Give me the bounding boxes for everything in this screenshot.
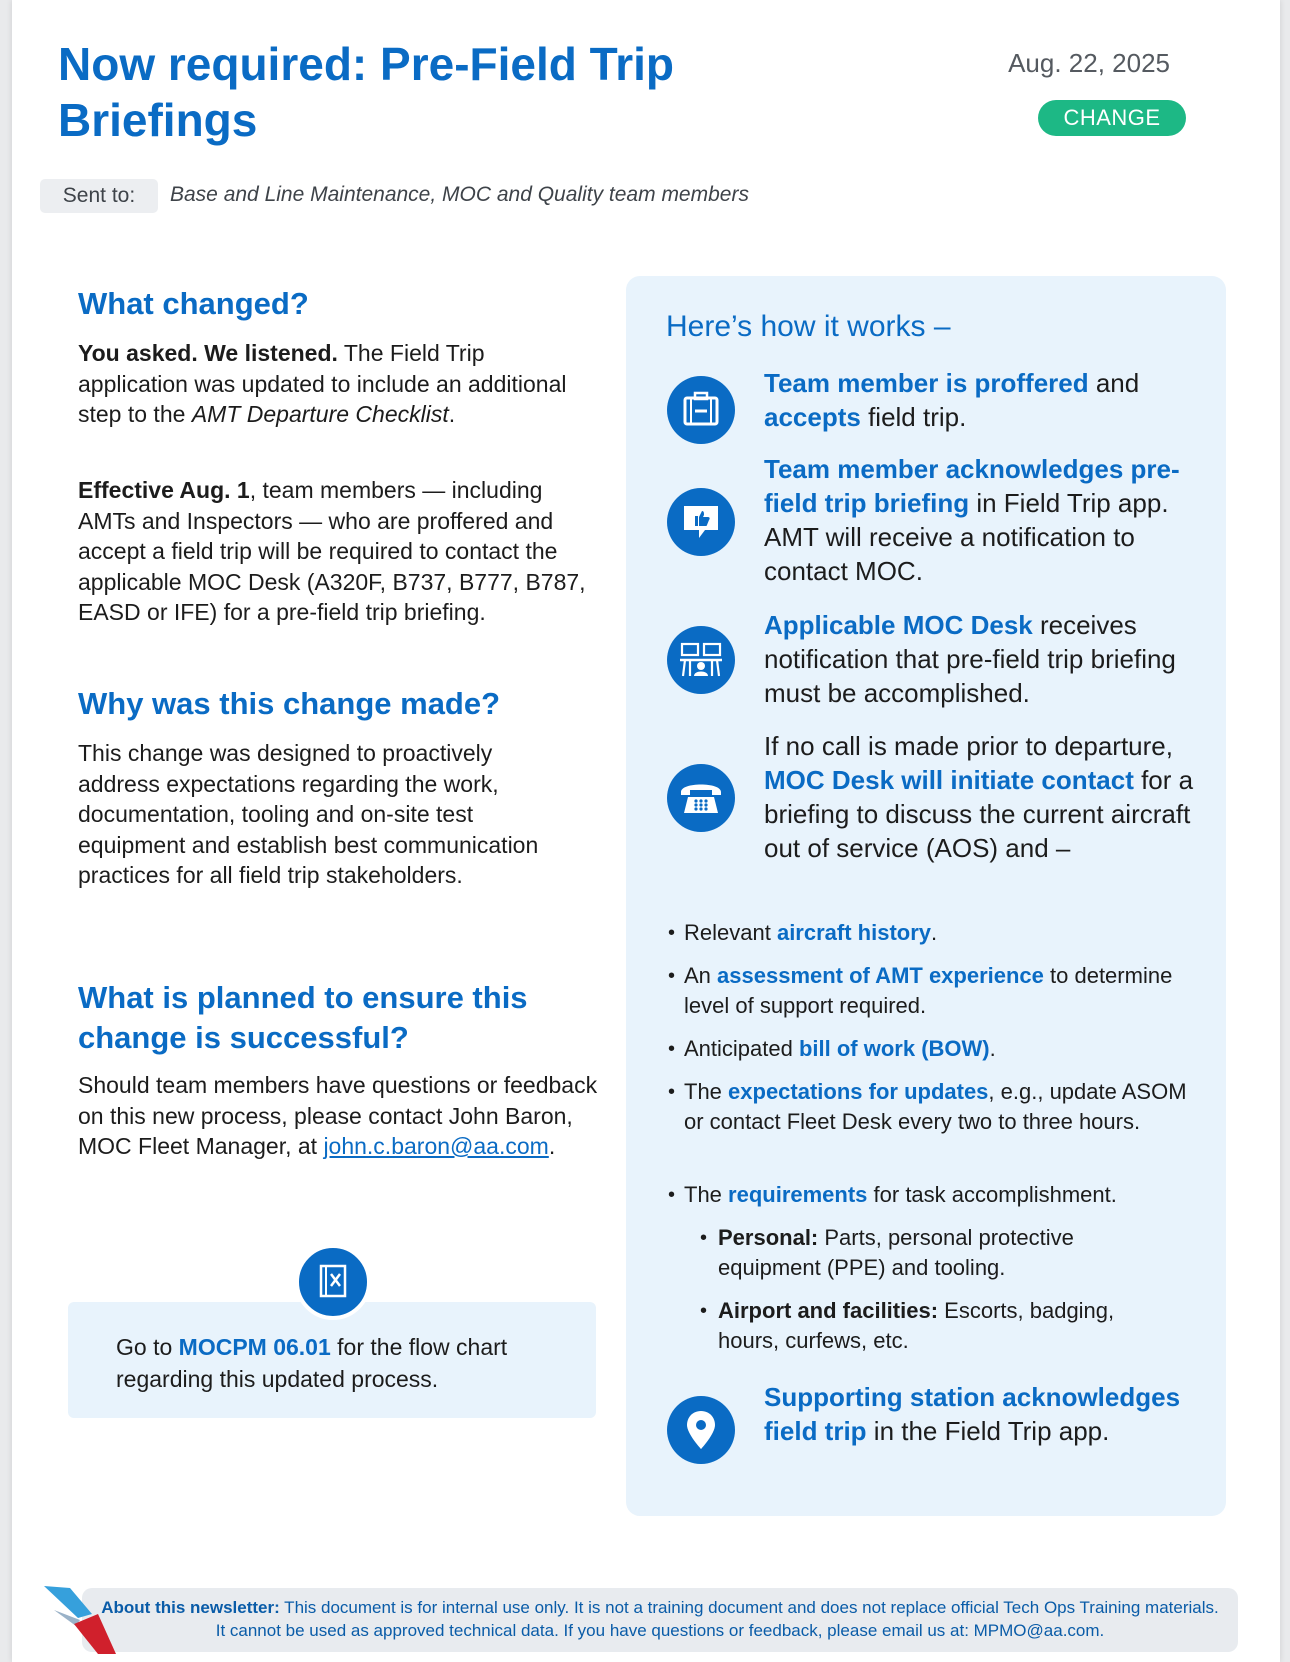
publish-date: Aug. 22, 2025 <box>1008 48 1170 78</box>
text: , e.g., update ASOM or contact Fleet Desk every two to three hours. <box>684 1079 1187 1134</box>
emphasis: Team member acknowledges pre-field trip briefing <box>764 454 1180 518</box>
emphasis: Supporting station acknowledges field trip <box>764 1382 1181 1446</box>
bold-effective: Effective Aug. 1 <box>78 477 250 503</box>
text: Anticipated <box>684 1036 799 1061</box>
paragraph-effective <box>78 475 588 628</box>
text: . <box>448 401 456 427</box>
text: This document is for internal use only. It is not a training document and does not replace official Tech Ops Training materials. It cannot be used as approved technical data. If you have questions or feedback, please email us at: MPMO@aa.com. <box>215 1598 1219 1640</box>
list-item <box>684 1077 1204 1137</box>
text: field trip. <box>860 402 967 432</box>
footer-lead: About this newsletter: <box>101 1598 280 1617</box>
text: receives notification that pre-field trip briefing must be accomplished. <box>764 610 1176 708</box>
toolbox-icon <box>667 376 735 444</box>
text: , team members — including AMTs and Inspectors — who are proffered and accept a field trip will be required to contact the applicable MOC Desk (A320F, B737, B777, B787, EASD or IFE) for a pre-field trip briefing. <box>78 477 586 625</box>
bold-lead: You asked. We listened. <box>78 340 338 366</box>
text: to determine level of support required. <box>684 963 1173 1018</box>
paragraph-contact <box>78 1070 598 1162</box>
heading-planned: What is planned to ensure this change is successful? <box>78 980 528 1055</box>
text: The <box>684 1079 729 1104</box>
text: Go to <box>116 1334 179 1360</box>
text: Relevant <box>684 920 777 945</box>
paragraph-why: This change was designed to proactively address expectations regarding the work, documentation, tooling and on-site test equipment and establish best communication practices for all field trip stakeholders. <box>78 740 539 888</box>
emphasis: Airport and facilities: <box>718 1298 939 1323</box>
text: for a briefing to discuss the current aircraft out of service (AOS) and – <box>764 765 1194 863</box>
emphasis: Applicable MOC Desk <box>764 610 1033 640</box>
step-no-call <box>764 729 1194 865</box>
heading-what-changed: What changed? <box>78 286 309 321</box>
text: If no call is made prior to departure, <box>764 731 1173 761</box>
thumbs-up-chat-icon <box>667 488 735 556</box>
step-supporting-station <box>764 1380 1194 1448</box>
list-item-sub <box>718 1296 1158 1356</box>
text: The Field Trip application was updated to include an additional step to the <box>78 340 567 427</box>
step-acknowledges <box>764 452 1194 588</box>
panel-title: Here’s how it works – <box>666 310 951 343</box>
flowchart-book-icon <box>295 1244 371 1320</box>
text: Escorts, badging, hours, curfews, etc. <box>718 1298 1115 1353</box>
list-item <box>684 1180 1204 1210</box>
text: in Field Trip app. AMT will receive a notification to contact MOC. <box>764 488 1169 586</box>
status-badge: CHANGE <box>1038 100 1186 136</box>
text: Parts, personal protective equipment (PPE) and tooling. <box>718 1225 1074 1280</box>
map-pin-icon <box>667 1396 735 1464</box>
emphasis: bill of work (BOW) <box>798 1036 990 1061</box>
text: The <box>684 1182 729 1207</box>
text: and <box>1088 368 1140 398</box>
step-moc-desk <box>764 608 1194 710</box>
step-proffered <box>764 366 1194 434</box>
meeting-desk-icon <box>667 626 735 694</box>
emphasis: assessment of AMT experience <box>717 963 1044 988</box>
italic-checklist: AMT Departure Checklist <box>191 401 449 427</box>
emphasis: MOC Desk will initiate contact <box>764 765 1134 795</box>
email-link[interactable]: john.c.baron@aa.com <box>323 1133 549 1159</box>
sent-to-value: Base and Line Maintenance, MOC and Quality team members <box>170 183 749 206</box>
text: . <box>548 1133 556 1159</box>
text: Should team members have questions or feedback on this new process, please contact John Baron, MOC Fleet Manager, at <box>78 1072 598 1159</box>
emphasis: expectations for updates <box>728 1079 989 1104</box>
sent-to-label: Sent to: <box>40 179 158 213</box>
text: . <box>989 1036 996 1061</box>
emphasis: aircraft history <box>776 920 932 945</box>
mocpm-reference: MOCPM 06.01 <box>178 1334 331 1360</box>
list-item <box>684 918 1204 948</box>
emphasis: accepts <box>764 402 861 432</box>
list-item <box>684 1034 1204 1064</box>
heading-why: Why was this change made? <box>78 686 501 721</box>
footer-disclaimer <box>96 1596 1224 1642</box>
emphasis: requirements <box>728 1182 868 1207</box>
text: in the Field Trip app. <box>866 1416 1110 1446</box>
text: for the flow chart regarding this updated process. <box>116 1334 508 1392</box>
list-item-sub <box>718 1223 1158 1283</box>
text: . <box>931 920 938 945</box>
telephone-icon <box>667 764 735 832</box>
emphasis: Team member is proffered <box>764 368 1089 398</box>
text: An <box>684 963 718 988</box>
page-title: Now required: Pre-Field Trip Briefings <box>58 38 674 146</box>
paragraph-what-changed <box>78 338 578 430</box>
list-item <box>684 961 1204 1021</box>
text: for task accomplishment. <box>867 1182 1117 1207</box>
emphasis: Personal: <box>718 1225 819 1250</box>
callout-text <box>116 1331 546 1395</box>
